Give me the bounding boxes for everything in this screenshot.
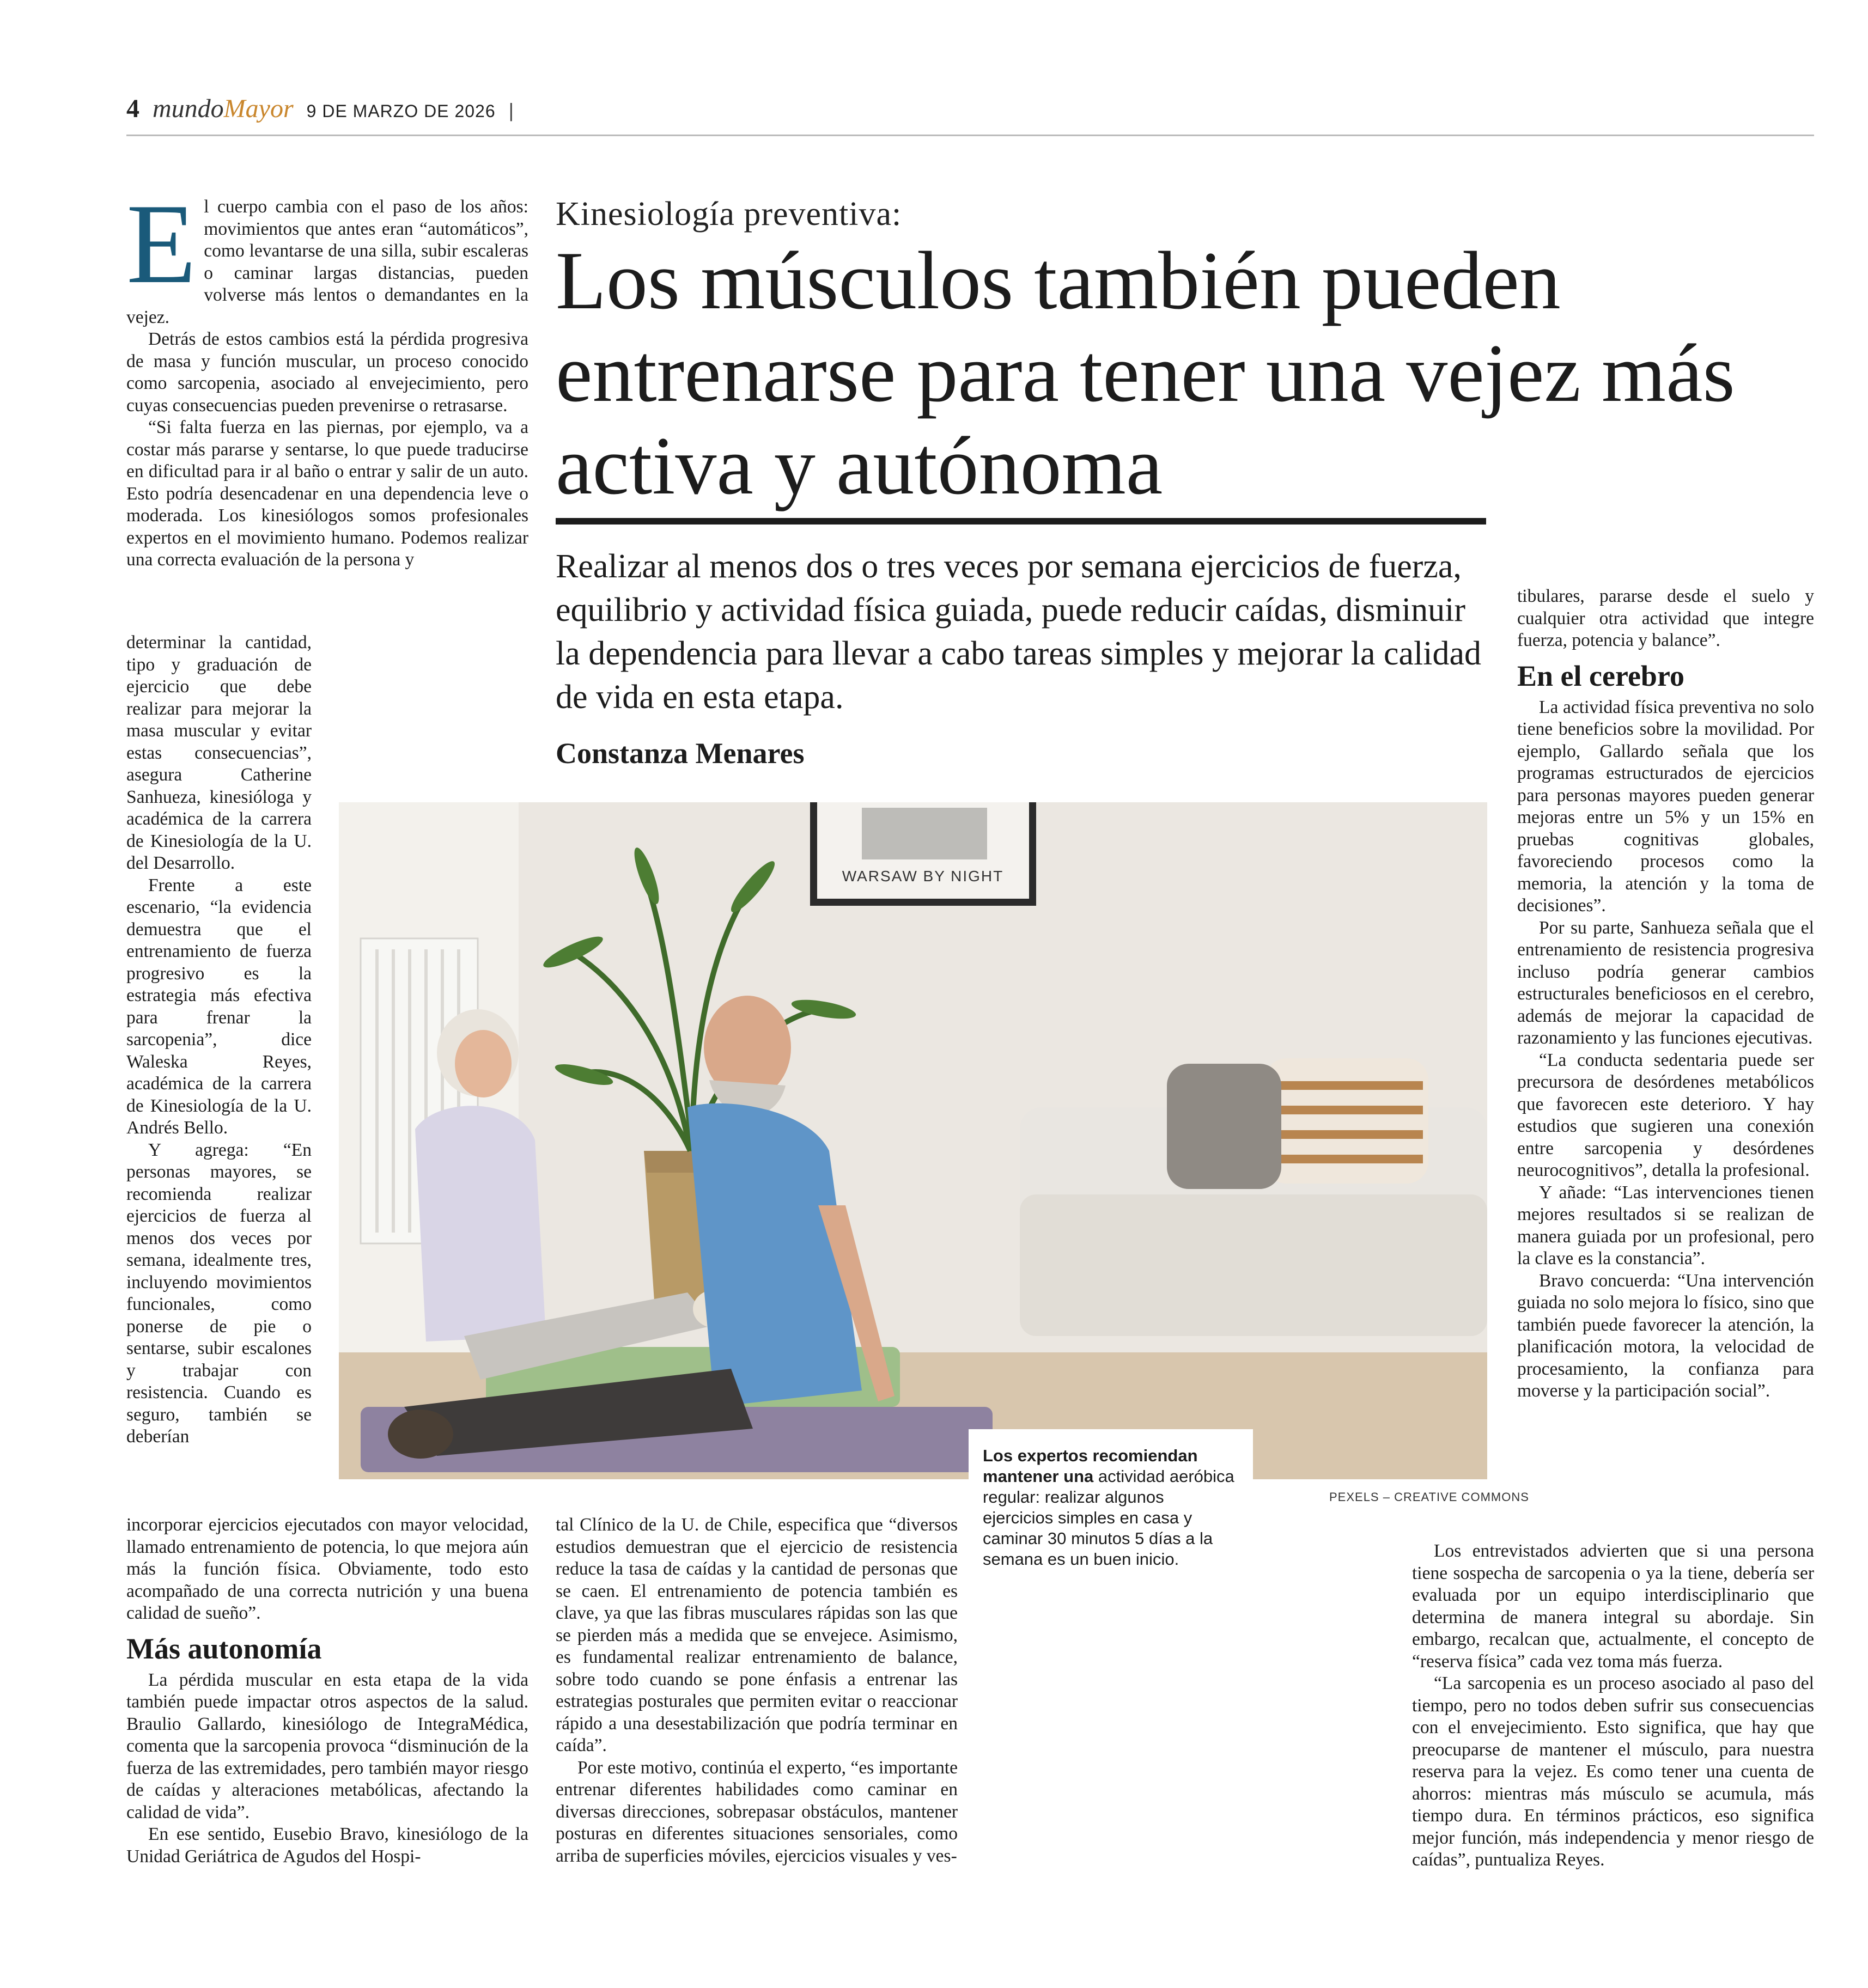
body-paragraph: tibulares, pararse desde el suelo y cualquier otra actividad que integre fuerza, potencia y balance”. bbox=[1517, 586, 1814, 650]
article-photo bbox=[339, 802, 1487, 1479]
subhead-mas-autonomia: Más autonomía bbox=[126, 1632, 322, 1665]
photo-caption bbox=[969, 1429, 1253, 1581]
subhead-en-el-cerebro: En el cerebro bbox=[1517, 659, 1684, 692]
article-deck: Realizar al menos dos o tres veces por semana ejercicios de fuerza, equilibrio y actividad física guiada, puede reducir caídas, disminuir la dependencia para llevar a cabo tareas simples y mejorar la calidad de vida en esta etapa. bbox=[556, 548, 1481, 716]
photo-credit: PEXELS – CREATIVE COMMONS bbox=[1329, 1490, 1529, 1504]
body-paragraph: Los entrevistados advierten que si una persona tiene sospecha de sarcopenia o ya la tiene, debería ser evaluada por un equipo interdisciplinario que determina de manera integral su abordaje. Sin embargo, recalcan que, actualmente, el concepto de “reserva física” cada vez toma más fuerza. bbox=[1412, 1541, 1814, 1672]
body-paragraph: La pérdida muscular en esta etapa de la vida también puede impactar otros aspectos de la salud. Braulio Gallardo, kinesiólogo de IntegraMédica, comenta que la sarcopenia provoca “disminución de la fuerza de las extremidades, pero también mayor riesgo de caídas y alteraciones metabólicas, afectando la calidad de vida”. bbox=[126, 1669, 528, 1822]
body-paragraph: “La conducta sedentaria puede ser precursora de desórdenes metabólicos que favorecen este deterioro. Y hay estudios que sugieren una conexión entre sarcopenia y desórdenes neurocognitivos”, detalla la profesional. bbox=[1517, 1050, 1814, 1180]
body-column-1-bottom bbox=[126, 1514, 528, 1868]
body-paragraph: “La sarcopenia es un proceso asociado al paso del tiempo, pero no todos deben sufrir sus consecuencias con el envejecimiento. Esto significa, que hay que preocuparse de mantener el músculo, para nuestra reserva para la vejez. Es como tener una cuenta de ahorros: mientras más músculo se acumula, más tiempo dura. En términos prácticos, eso significa mejor función, más independencia y menor riesgo de caídas”, puntualiza Reyes. bbox=[1412, 1673, 1814, 1870]
body-column-2 bbox=[556, 1514, 958, 1867]
body-paragraph: En ese sentido, Eusebio Bravo, kinesiólogo de la Unidad Geriátrica de Agudos del Hospi- bbox=[126, 1824, 528, 1867]
body-paragraph: La actividad física preventiva no solo tiene beneficios sobre la movilidad. Por ejemplo, Gallardo señala que los programas estructurados de ejercicios para personas mayores pueden generar mejoras entre un 5% y un 15% en pruebas cognitivas globales, favoreciendo procesos como la memoria, la atención y la toma de decisiones”. bbox=[1517, 697, 1814, 916]
body-paragraph: “Si falta fuerza en las piernas, por ejemplo, va a costar más pararse y sentarse, lo que puede traducirse en dificultad para ir al baño o entrar y salir de un auto. Esto podría desencadenar en una dependencia leve o moderada. Los kinesiólogos somos profesionales expertos en el movimiento humano. Podemos realizar una correcta evaluación de la persona y bbox=[126, 417, 528, 570]
body-paragraph: Bravo concuerda: “Una intervención guiada no solo mejora lo físico, sino que también puede favorecer la atención, la planificación motora, la velocidad de procesamiento, la confianza para moverse y la participación social”. bbox=[1517, 1270, 1814, 1401]
brand-name-part2: Mayor bbox=[223, 94, 294, 123]
body-column-3-bottom bbox=[1412, 1540, 1814, 1871]
header-rule bbox=[126, 135, 1814, 136]
body-paragraph: incorporar ejercicios ejecutados con mayor velocidad, llamado entrenamiento de potencia, lo que mejora aún más la función física. Obviamente, todo esto acompañado de una correcta nutrición y una buena calidad de sueño”. bbox=[126, 1515, 528, 1623]
headline-rule bbox=[556, 518, 1486, 525]
page-folio bbox=[126, 94, 514, 132]
poster-text: WARSAW BY NIGHT bbox=[842, 868, 1004, 885]
article-byline: Constanza Menares bbox=[556, 737, 805, 770]
brand-name-part1: mundo bbox=[153, 94, 224, 123]
caption-lead: Los expertos recomiendan mantener una bbox=[983, 1446, 1198, 1486]
drop-cap: E bbox=[126, 181, 197, 307]
body-paragraph: tal Clínico de la U. de Chile, especifica que “diversos estudios demuestran que el ejercicio de resistencia reduce la tasa de caídas y la cantidad de personas que se caen. El entrenamiento de potencia también es clave, ya que las fibras musculares rápidas son las que se pierden más a medida que se envejece. Asimismo, es fundamental realizar entrenamiento de balance, sobre todo cuando se pone énfasis a entrenar las estrategias posturales que permiten evitar o reaccionar rápido a una desestabilización que podría terminar en caída”. bbox=[556, 1515, 958, 1755]
caption-text: actividad aeróbica regular: realizar algunos ejercicios simples en casa y caminar 30 minutos 5 días a la semana es un buen inicio. bbox=[983, 1467, 1234, 1569]
body-paragraph: l cuerpo cambia con el paso de los años: movimientos que antes eran “automáticos”, como levantarse de una silla, subir escaleras o caminar largas distancias, pueden volverse más lentos o demandantes en la vejez. bbox=[126, 197, 528, 327]
article-kicker: Kinesiología preventiva: bbox=[556, 196, 902, 233]
page-number: 4 bbox=[126, 94, 139, 123]
wall-poster bbox=[810, 802, 1036, 906]
body-paragraph: Detrás de estos cambios está la pérdida progresiva de masa y función muscular, un proceso conocido como sarcopenia, asociado al envejecimiento, pero cuyas consecuencias pueden prevenirse o retrasarse. bbox=[126, 329, 528, 416]
article-headline: Los músculos también pueden entrenarse para tener una vejez más activa y autónoma bbox=[556, 235, 1735, 511]
body-column-1-top bbox=[126, 181, 528, 571]
body-paragraph: determinar la cantidad, tipo y graduación de ejercicio que debe realizar para mejorar la masa muscular y evitar estas consecuencias”, asegura Catherine Sanhueza, kinesióloga y académica de la carrera de Kinesiología de la U. del Desarrollo. bbox=[126, 632, 312, 873]
issue-date: 9 DE MARZO DE 2026 bbox=[306, 101, 496, 121]
body-paragraph: Por su parte, Sanhueza señala que el entrenamiento de resistencia progresiva incluso podría generar cambios estructurales beneficiosos en el cerebro, además de mejorar la capacidad de razonamiento y las funciones ejecutivas. bbox=[1517, 917, 1814, 1048]
body-paragraph: Por este motivo, continúa el experto, “es importante entrenar diferentes habilidades como caminar en diversas direcciones, sobrepasar obstáculos, mantener posturas en diferentes situaciones sensoriales, como arriba de superficies móviles, ejercicios visuales y ves- bbox=[556, 1757, 958, 1866]
header-separator: | bbox=[508, 99, 514, 121]
body-column-1-narrow bbox=[126, 632, 312, 1448]
body-paragraph: Y agrega: “En personas mayores, se recomienda realizar ejercicios de fuerza al menos dos veces por semana, idealmente tres, incluyendo movimientos funcionales, como ponerse de pie o sentarse, subir escalones y trabajar con resistencia. Cuando es seguro, también se deberían bbox=[126, 1139, 312, 1447]
body-paragraph: Y añade: “Las intervenciones tienen mejores resultados si se realizan de manera guiada por un profesional, pero la clave es la constancia”. bbox=[1517, 1182, 1814, 1269]
body-column-3 bbox=[1517, 586, 1814, 1402]
living-room-exercise-illustration bbox=[339, 802, 1487, 1479]
body-paragraph: Frente a este escenario, “la evidencia demuestra que el entrenamiento de fuerza progresivo es la estrategia más efectiva para frenar la sarcopenia”, dice Waleska Reyes, académica de la carrera de Kinesiología de la U. Andrés Bello. bbox=[126, 875, 312, 1138]
